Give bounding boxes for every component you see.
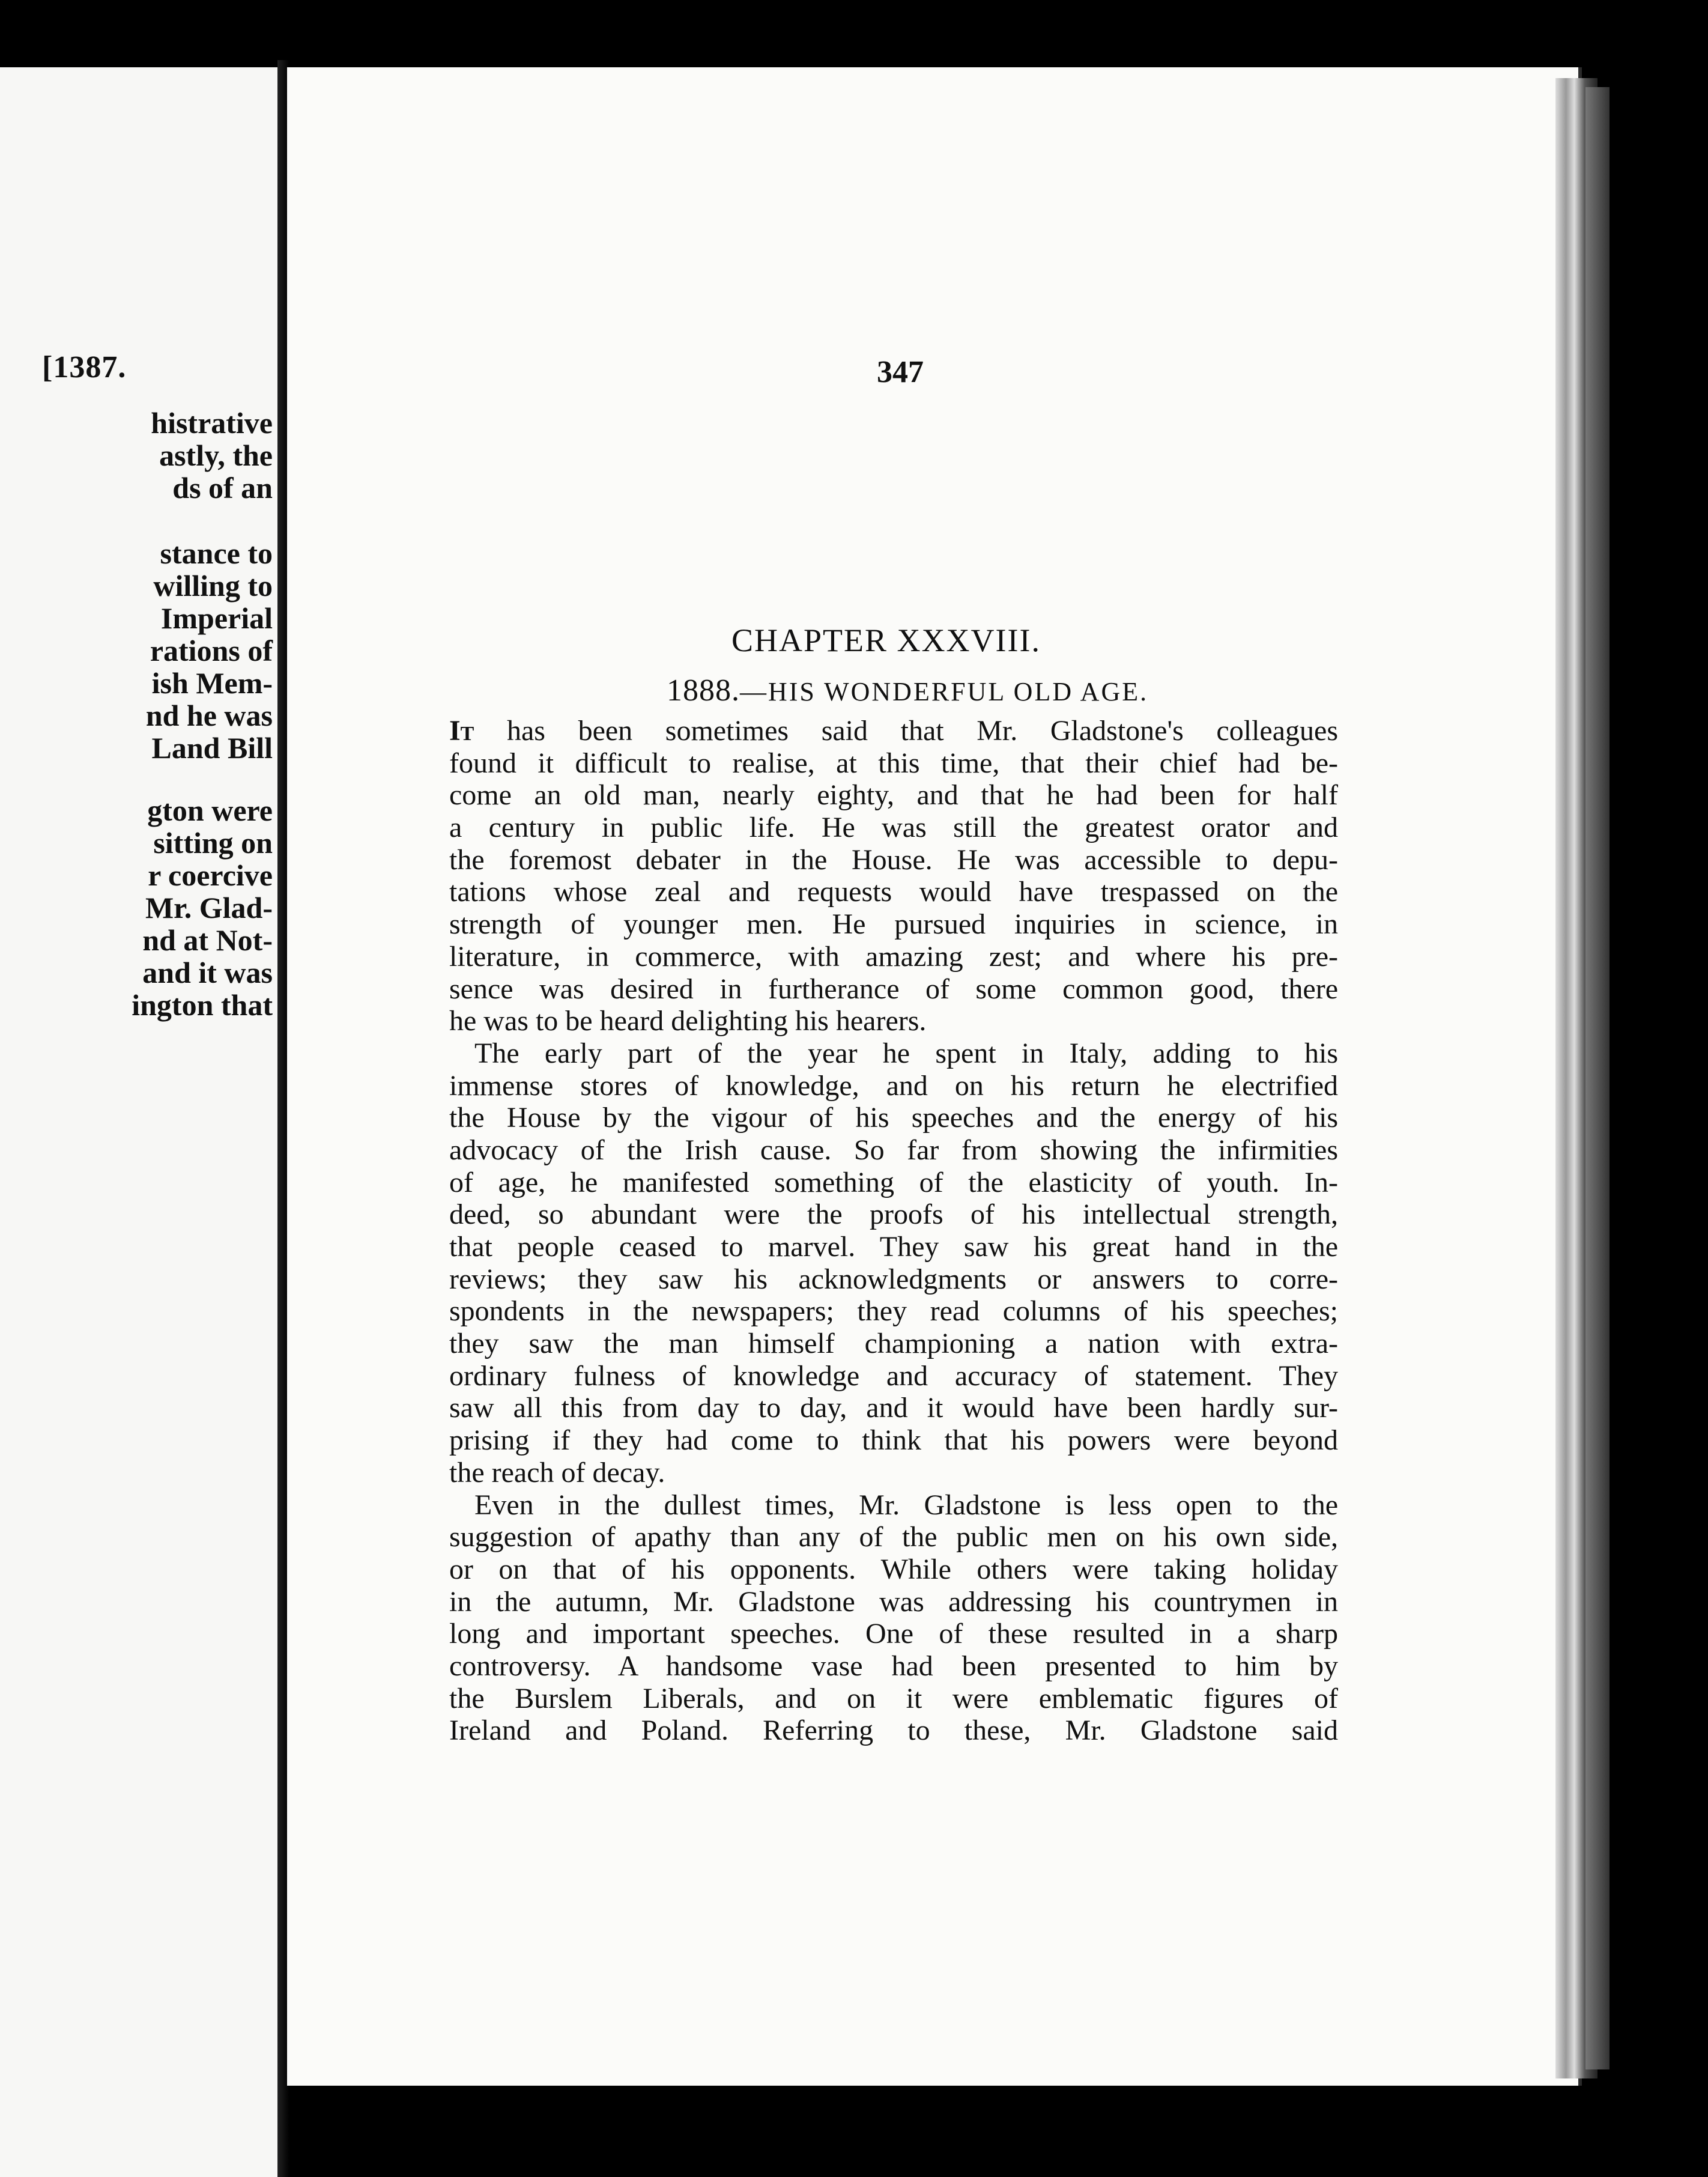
text-line: the House by the vigour of his speeches and the energy of his xyxy=(449,1102,1338,1134)
left-text-line: r coercive xyxy=(148,858,273,892)
page-stack-edge-shadow xyxy=(1585,87,1610,2069)
left-text-line: stance to xyxy=(160,536,273,570)
text-line: the foremost debater in the House. He was accessible to depu- xyxy=(449,843,1338,876)
text-line: deed, so abundant were the proofs of his intellectual strength, xyxy=(449,1198,1338,1231)
text-line: Even in the dullest times, Mr. Gladstone is less open to the xyxy=(474,1489,1338,1521)
left-text-line: histrative xyxy=(151,406,273,440)
text-line: that people ceased to marvel. They saw his great hand in the xyxy=(449,1231,1338,1263)
left-text-line: Imperial xyxy=(160,601,273,635)
left-text-line: astly, the xyxy=(159,439,273,472)
left-text-line: nd he was xyxy=(145,699,273,732)
chapter-subtitle-text: —HIS WONDERFUL OLD AGE. xyxy=(740,677,1149,706)
text-line: come an old man, nearly eighty, and that he had been for half xyxy=(449,779,1338,812)
text-line: sence was desired in furtherance of some common good, there xyxy=(449,973,1338,1005)
text-line: It has been sometimes said that Mr. Gladstone's colleagues xyxy=(449,715,1338,747)
text-line: Ireland and Poland. Referring to these, Mr. Gladstone said xyxy=(449,1714,1338,1747)
left-running-head: [1387. xyxy=(42,350,127,384)
chapter-title: CHAPTER XXXVIII. xyxy=(731,622,1041,658)
left-text-line: gton were xyxy=(147,794,273,827)
text-line: or on that of his opponents. While others were taking holiday xyxy=(449,1553,1338,1585)
text-line: prising if they had come to think that his powers were beyond xyxy=(449,1424,1338,1457)
left-text-line: ds of an xyxy=(172,471,273,505)
text-line: found it difficult to realise, at this time, that their chief had be- xyxy=(449,747,1338,779)
text-line: immense stores of knowledge, and on his return he electrified xyxy=(449,1069,1338,1102)
text-line: in the autumn, Mr. Gladstone was addressing his countrymen in xyxy=(449,1585,1338,1618)
left-text-line: Mr. Glad- xyxy=(145,891,273,925)
left-text-line: nd at Not- xyxy=(142,923,273,957)
text-line: he was to be heard delighting his hearers. xyxy=(449,1005,927,1037)
chapter-subtitle xyxy=(667,673,1148,708)
text-line: literature, in commerce, with amazing zest; and where his pre- xyxy=(449,940,1338,973)
text-line: spondents in the newspapers; they read columns of his speeches; xyxy=(449,1295,1338,1328)
left-text-line: ington that xyxy=(132,988,273,1022)
text-line: reviews; they saw his acknowledgments or answers to corre- xyxy=(449,1263,1338,1295)
text-line: suggestion of apathy than any of the public men on his own side, xyxy=(449,1521,1338,1553)
text-line: tations whose zeal and requests would have trespassed on the xyxy=(449,876,1338,908)
text-line: they saw the man himself championing a nation with extra- xyxy=(449,1328,1338,1360)
left-text-line: Land Bill xyxy=(151,731,273,765)
left-text-line: sitting on xyxy=(153,826,273,860)
left-text-line: rations of xyxy=(150,634,273,667)
chapter-body xyxy=(449,715,1338,1747)
chapter-year: 1888. xyxy=(667,673,740,708)
text-line: strength of younger men. He pursued inquiries in science, in xyxy=(449,908,1338,941)
text-line: saw all this from day to day, and it would have been hardly sur- xyxy=(449,1392,1338,1424)
text-line: a century in public life. He was still the greatest orator and xyxy=(449,812,1338,844)
text-line: the Burslem Liberals, and on it were emblematic figures of xyxy=(449,1682,1338,1714)
left-text-line: willing to xyxy=(153,569,273,603)
text-line: long and important speeches. One of these resulted in a sharp xyxy=(449,1618,1338,1650)
text-line: of age, he manifested something of the elasticity of youth. In- xyxy=(449,1166,1338,1198)
left-text-line: ish Mem- xyxy=(151,666,273,700)
left-page-fragment xyxy=(0,67,277,2177)
text-line: The early part of the year he spent in Italy, adding to his xyxy=(474,1037,1338,1069)
text-line: advocacy of the Irish cause. So far from showing the infirmities xyxy=(449,1134,1338,1166)
text-line: ordinary fulness of knowledge and accuracy of statement. They xyxy=(449,1359,1338,1392)
text-line: the reach of decay. xyxy=(449,1456,665,1489)
left-text-line: and it was xyxy=(142,956,273,989)
page-number: 347 xyxy=(877,355,924,389)
text-line: controversy. A handsome vase had been presented to him by xyxy=(449,1650,1338,1682)
opening-word: It xyxy=(449,715,474,747)
